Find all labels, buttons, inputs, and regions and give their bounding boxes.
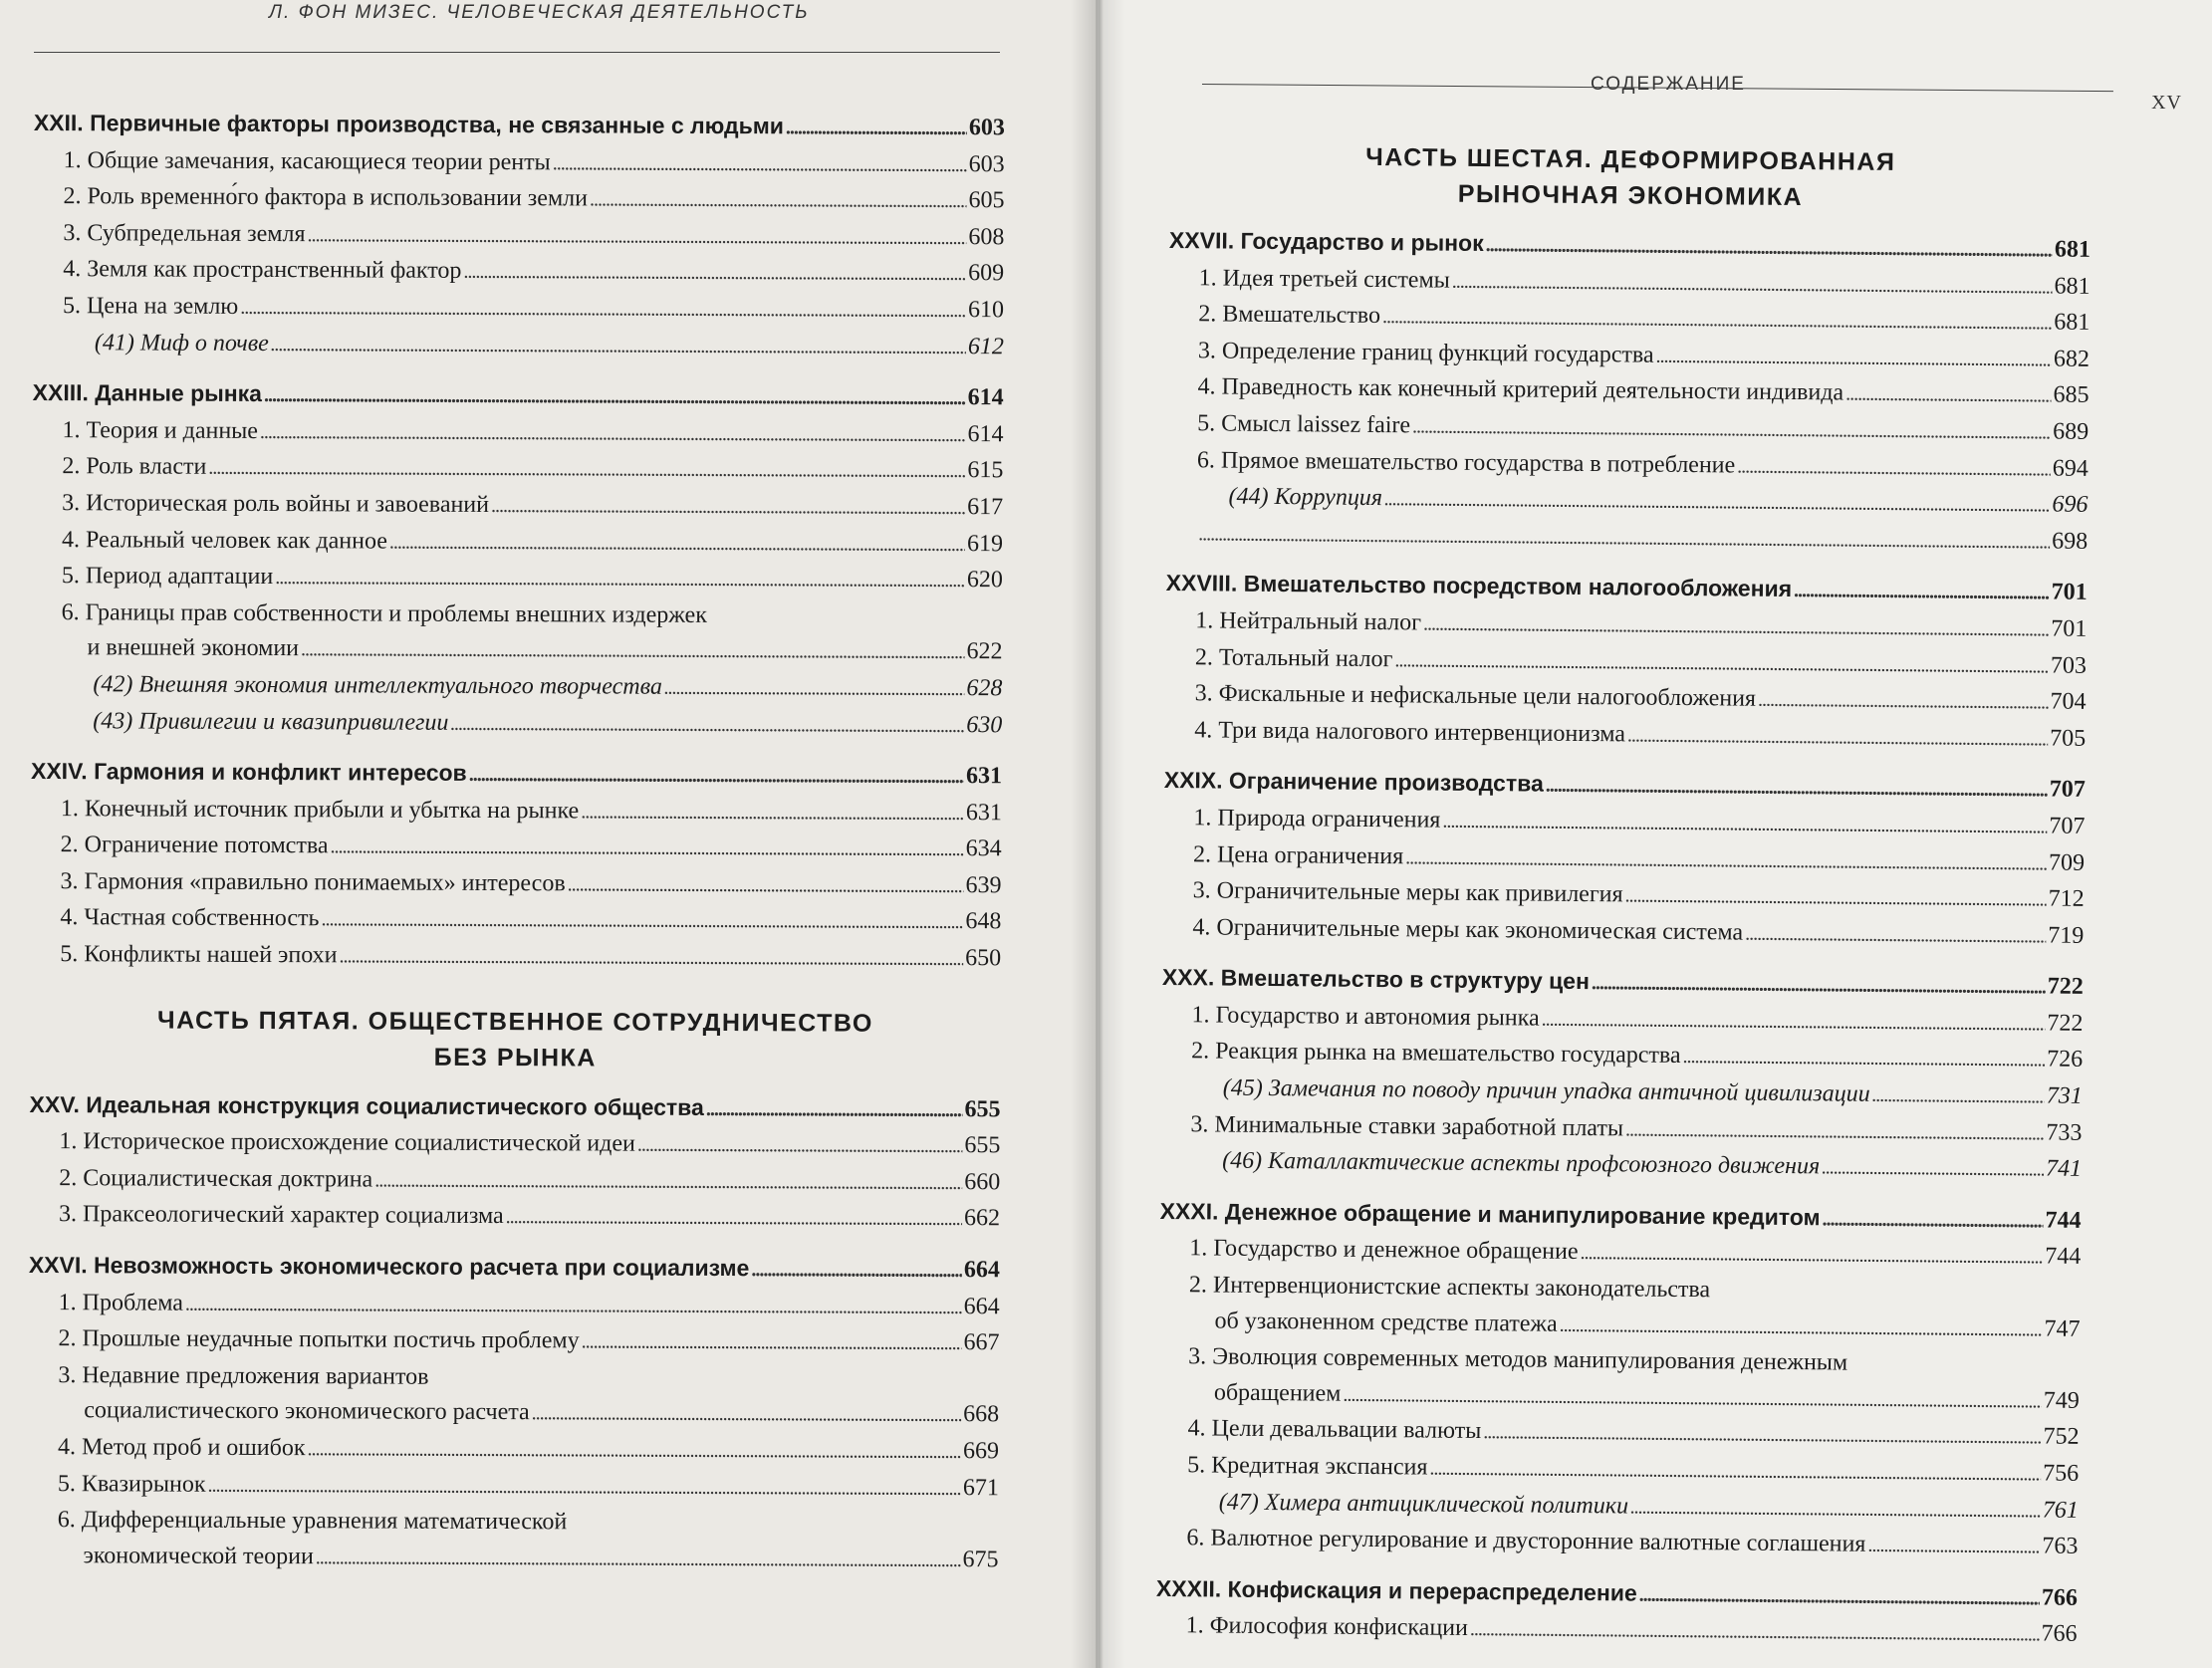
- toc-entry-title: обращением: [1213, 1379, 1342, 1407]
- dot-leader: [1624, 878, 2046, 919]
- page-number: 761: [2042, 1497, 2079, 1524]
- toc-entry-title: 5. Период адаптации: [61, 563, 274, 591]
- toc-entry-title: (46) Каталлактические аспекты профсоюзного движения: [1222, 1147, 1821, 1180]
- page-number: 741: [2045, 1155, 2083, 1183]
- page-number: 664: [963, 1257, 1000, 1284]
- toc-entry-title: XXXII. Конфискация и перераспределение: [1155, 1574, 1637, 1606]
- toc-excursus[interactable]: [31, 667, 1002, 708]
- toc-entry[interactable]: [32, 449, 1003, 490]
- toc-entry-line[interactable]: 6. Границы прав собственности и проблемы внешних издержек: [61, 598, 707, 628]
- toc-entry-title: 2. Прошлые неудачные попытки постичь проблему: [58, 1325, 580, 1354]
- page-number: 694: [2052, 455, 2089, 482]
- page-number: 660: [964, 1168, 1001, 1196]
- toc-column-right: [1155, 137, 2090, 1654]
- page-number: 631: [965, 763, 1003, 790]
- dot-leader: [1737, 448, 2051, 488]
- page-number: 664: [963, 1293, 1000, 1319]
- dot-leader: [264, 377, 966, 417]
- page-number: 671: [962, 1474, 999, 1501]
- toc-entry-title: 1. Общие замечания, касающиеся теории ренты: [63, 146, 551, 175]
- dot-leader: [532, 1396, 962, 1434]
- toc-entry-title: (44) Коррупция: [1228, 483, 1383, 512]
- page-number: 733: [2046, 1119, 2083, 1146]
- page-number: 703: [2050, 652, 2088, 679]
- dot-leader: [1560, 1307, 2043, 1347]
- dot-leader: [389, 524, 965, 563]
- toc-entry-title: 1. Природа ограничения: [1193, 805, 1441, 834]
- toc-entry-title: 4. Метод проб и ошибок: [58, 1434, 306, 1462]
- toc-entry-title: (45) Замечания по поводу причин упадка античной цивилизации: [1222, 1074, 1870, 1107]
- page-number: 605: [968, 187, 1005, 214]
- toc-entry-title: (42) Внешняя экономия интеллектуального творчества: [93, 671, 662, 700]
- toc-entry-line[interactable]: 3. Недавние предложения вариантов: [58, 1361, 429, 1390]
- dot-leader: [1845, 376, 2052, 415]
- toc-entry-title: 1. Теория и данные: [62, 416, 259, 444]
- page-number: 698: [2052, 528, 2089, 555]
- dot-leader: [1546, 768, 2048, 809]
- dot-leader: [1592, 965, 2046, 1006]
- toc-entry-title: 1. Государство и автономия рынка: [1191, 1002, 1540, 1032]
- toc-entry[interactable]: [34, 143, 1005, 184]
- dot-leader: [1745, 915, 2047, 954]
- dot-leader: [1405, 839, 2047, 882]
- toc-entry[interactable]: [32, 486, 1003, 527]
- toc-entry-title: XXIX. Ограничение производства: [1163, 767, 1544, 797]
- page-number: 634: [965, 835, 1002, 862]
- toc-entry-title: 3. Праксеологический характер социализма: [59, 1201, 504, 1230]
- dot-leader: [491, 488, 965, 527]
- page-number: 749: [2043, 1387, 2080, 1414]
- toc-entry[interactable]: [29, 1161, 1000, 1202]
- page-number: 766: [2041, 1584, 2079, 1611]
- page-number: 631: [965, 799, 1002, 826]
- spacer: [30, 974, 1001, 1006]
- page-number: 615: [967, 457, 1004, 484]
- toc-entry-title: 3. Фискальные и нефискальные цели налогообложения: [1194, 680, 1757, 712]
- page-number: 619: [966, 530, 1004, 557]
- dot-leader: [1822, 1150, 2044, 1189]
- dot-leader: [1794, 573, 2050, 611]
- dot-leader: [1470, 1611, 2040, 1653]
- toc-entry-title: 1. Историческое происхождение социалистической идеи: [59, 1128, 635, 1157]
- dot-leader: [260, 414, 966, 454]
- page-number: 655: [964, 1132, 1001, 1159]
- toc-entry-title: 4. Земля как пространственный фактор: [63, 256, 462, 285]
- dot-leader: [553, 145, 967, 183]
- page-number: 744: [2045, 1207, 2082, 1234]
- toc-entry-title: XXVII. Государство и рынок: [1168, 226, 1484, 257]
- page-number: 603: [968, 115, 1005, 141]
- toc-entry[interactable]: [33, 252, 1004, 293]
- page-number: 681: [2054, 309, 2090, 337]
- dot-leader: [450, 705, 964, 744]
- toc-entry[interactable]: [33, 216, 1004, 257]
- toc-entry-title: 5. Кредитная экспансия: [1187, 1452, 1428, 1481]
- toc-entry[interactable]: [29, 1124, 1000, 1165]
- dot-leader: [208, 450, 965, 490]
- part-title-line: РЫНОЧНАЯ ЭКОНОМИКА: [1457, 179, 1804, 212]
- toc-entry[interactable]: [31, 828, 1002, 868]
- dot-leader: [1822, 1201, 2043, 1240]
- page-number: 731: [2046, 1082, 2083, 1109]
- toc-entry[interactable]: [31, 792, 1002, 833]
- toc-entry-title: 4. Частная собственность: [60, 904, 320, 932]
- toc-entry-title: XXIII. Данные рынка: [32, 379, 263, 407]
- page-number: 608: [968, 223, 1005, 251]
- part-title-line: ЧАСТЬ ШЕСТАЯ. ДЕФОРМИРОВАННАЯ: [1365, 142, 1896, 176]
- toc-entry-title: 3. Ограничительные меры как привилегия: [1192, 877, 1623, 908]
- page-number: 655: [964, 1095, 1001, 1122]
- page-number: 668: [963, 1401, 1000, 1428]
- page-number: 639: [965, 871, 1002, 899]
- dot-leader: [207, 1467, 961, 1507]
- toc-chapter[interactable]: [29, 1087, 1000, 1129]
- toc-entry-title: (41) Миф о почве: [94, 329, 269, 357]
- toc-entry[interactable]: [1164, 713, 2086, 758]
- page-number: 752: [2043, 1423, 2080, 1451]
- dot-leader: [1198, 516, 2050, 561]
- toc-entry-line[interactable]: 6. Дифференциальные уравнения математической: [57, 1507, 568, 1536]
- dot-leader: [581, 794, 964, 832]
- toc-entry[interactable]: [30, 900, 1001, 941]
- page-number: 628: [966, 674, 1003, 702]
- dot-leader: [1541, 1001, 2045, 1042]
- toc-entry-title: XXII. Первичные факторы производства, не связанные с людьми: [33, 109, 784, 139]
- page-number: 712: [2048, 885, 2085, 912]
- toc-entry[interactable]: [32, 413, 1003, 454]
- dot-leader: [1384, 481, 2051, 524]
- part-title: [1169, 137, 2091, 218]
- dot-leader: [1423, 605, 2050, 648]
- dot-leader: [301, 631, 965, 671]
- toc-entry-title: и внешней экономии: [87, 634, 300, 662]
- dot-leader: [1682, 1039, 2045, 1078]
- toc-entry[interactable]: [1162, 910, 2084, 955]
- header-rule: [34, 52, 1000, 53]
- page-number: 681: [2054, 236, 2091, 263]
- toc-entry-title: экономической теории: [83, 1543, 314, 1570]
- dot-leader: [1639, 1576, 2041, 1616]
- toc-entry-title: 6. Прямое вмешательство государства в потребление: [1196, 446, 1736, 479]
- dot-leader: [1412, 408, 2051, 451]
- toc-entry-title: XXX. Вмешательство в структуру цен: [1161, 964, 1591, 995]
- page-number: 707: [2049, 813, 2086, 839]
- toc-entry-line[interactable]: 2. Интервенционистские аспекты законодательства: [1188, 1272, 1711, 1304]
- dot-leader: [1429, 1451, 2041, 1493]
- page-number: 630: [966, 711, 1003, 738]
- toc-chapter[interactable]: [29, 1248, 1000, 1290]
- page-number: 617: [967, 494, 1004, 521]
- page-number: 705: [2050, 725, 2087, 752]
- toc-entry-title: XXVIII. Вмешательство посредством налогообложения: [1165, 570, 1793, 602]
- page-number: 648: [965, 908, 1002, 935]
- page-number: 756: [2043, 1460, 2080, 1487]
- page-number: 701: [2051, 615, 2088, 642]
- page-number: 722: [2047, 1010, 2084, 1037]
- toc-entry-title: 4. Реальный человек как данное: [61, 526, 387, 555]
- toc-entry-title: 2. Ограничение потомства: [60, 832, 329, 859]
- page-number: 609: [968, 260, 1005, 287]
- toc-entry[interactable]: [1156, 1521, 2078, 1565]
- page-number: 696: [2052, 491, 2089, 519]
- dot-leader: [1483, 1414, 2042, 1456]
- toc-entry-title: XXXI. Денежное обращение и манипулирование кредитом: [1159, 1197, 1821, 1231]
- toc-entry[interactable]: [31, 630, 1002, 671]
- toc-entry-title: об узаконенном средстве платежа: [1214, 1308, 1558, 1337]
- toc-entry-title: 3. Гармония «правильно понимаемых» интересов: [60, 867, 566, 897]
- toc-chapter[interactable]: [33, 375, 1004, 417]
- page-number: 763: [2042, 1533, 2079, 1560]
- dot-leader: [1394, 642, 2049, 685]
- toc-entry-title: 2. Реакция рынка на вмешательство государства: [1191, 1038, 1681, 1070]
- dot-leader: [307, 1431, 961, 1470]
- page-number: 701: [2051, 579, 2088, 606]
- dot-leader: [316, 1540, 961, 1578]
- toc-entry-title: 2. Социалистическая доктрина: [59, 1164, 373, 1193]
- toc-excursus[interactable]: [31, 703, 1002, 744]
- dot-leader: [374, 1162, 962, 1201]
- page-number: 744: [2045, 1243, 2082, 1271]
- dot-leader: [1485, 227, 2053, 269]
- toc-entry-title: 2. Тотальный налог: [1194, 643, 1393, 672]
- dot-leader: [590, 182, 967, 220]
- toc-entry-title: социалистического экономического расчета: [84, 1397, 530, 1426]
- toc-entry[interactable]: [28, 1539, 999, 1579]
- page-number: 681: [2054, 273, 2090, 300]
- toc-entry[interactable]: [28, 1467, 999, 1508]
- page-folio: XV: [2151, 92, 2182, 114]
- page-number: 766: [2041, 1620, 2078, 1648]
- toc-entry-title: 5. Цена на землю: [63, 293, 239, 320]
- toc-entry-title: 3. Определение границ функций государства: [1197, 338, 1654, 368]
- page-number: 650: [965, 945, 1002, 972]
- page-number: 719: [2048, 922, 2085, 949]
- dot-leader: [1867, 1528, 2040, 1565]
- dot-leader: [330, 830, 963, 868]
- toc-entry[interactable]: [32, 559, 1003, 599]
- dot-leader: [706, 1091, 963, 1129]
- dot-leader: [463, 254, 966, 293]
- toc-entry-title: 4. Цели девальвации валюты: [1187, 1415, 1482, 1445]
- dot-leader: [271, 327, 966, 366]
- dot-leader: [339, 938, 963, 977]
- toc-entry-title: 2. Вмешательство: [1198, 301, 1381, 330]
- toc-entry-title: 4. Три вида налогового интервенционизма: [1194, 716, 1626, 748]
- dot-leader: [1872, 1077, 2045, 1115]
- book-gutter: [1071, 0, 1125, 1668]
- page-number: 685: [2053, 381, 2089, 409]
- part-title: [30, 1002, 1001, 1077]
- toc-entry[interactable]: [28, 1430, 999, 1471]
- page-number: 614: [967, 420, 1004, 448]
- toc-chapter[interactable]: [34, 106, 1005, 147]
- page-number: 614: [967, 384, 1004, 411]
- dot-leader: [786, 110, 967, 146]
- toc-excursus[interactable]: [1160, 1143, 2082, 1188]
- toc-entry-title: 2. Роль временно́го фактора в использовании земли: [63, 183, 589, 212]
- toc-entry-title: 1. Идея третьей системы: [1198, 264, 1450, 294]
- toc-entry-title: 6. Валютное регулирование и двусторонние валютные соглашения: [1186, 1525, 1866, 1557]
- toc-entry-title: 4. Ограничительные меры как экономическая система: [1192, 913, 1744, 946]
- dot-leader: [1630, 1489, 2041, 1530]
- page-number: 620: [966, 567, 1003, 594]
- toc-entry[interactable]: [32, 523, 1003, 564]
- dot-leader: [637, 1127, 963, 1165]
- dot-leader: [1580, 1235, 2043, 1276]
- page-number: 707: [2049, 776, 2086, 804]
- part-title-line: БЕЗ РЫНКА: [433, 1043, 597, 1072]
- toc-entry-title: XXVI. Невозможность экономического расчета при социализме: [28, 1252, 750, 1282]
- dot-leader: [469, 757, 964, 796]
- dot-leader: [321, 902, 963, 941]
- toc-chapter[interactable]: [31, 754, 1002, 796]
- toc-entry[interactable]: [30, 937, 1001, 978]
- toc-entry-title: 3. Минимальные ставки заработной платы: [1190, 1110, 1624, 1142]
- toc-entry[interactable]: [1166, 516, 2088, 561]
- toc-entry-title: XXV. Идеальная конструкция социалистического общества: [29, 1090, 704, 1120]
- toc-entry[interactable]: [29, 1197, 1000, 1238]
- toc-entry-title: 1. Проблема: [58, 1289, 184, 1316]
- dot-leader: [1452, 263, 2053, 305]
- toc-entry-title: 5. Квазирынок: [57, 1470, 206, 1498]
- toc-entry[interactable]: [33, 289, 1004, 330]
- dot-leader: [568, 866, 964, 904]
- toc-entry-title: 1. Философия конфискации: [1185, 1612, 1469, 1642]
- toc-entry[interactable]: [29, 1286, 1000, 1326]
- page-number: 669: [962, 1438, 1000, 1465]
- dot-leader: [1758, 682, 2049, 721]
- toc-entry-title: 1. Государство и денежное обращение: [1189, 1235, 1579, 1266]
- toc-entry-title: 5. Конфликты нашей эпохи: [60, 941, 338, 969]
- dot-leader: [1442, 804, 2047, 845]
- page-number: 675: [962, 1546, 999, 1573]
- toc-entry-title: XXIV. Гармония и конфликт интересов: [30, 758, 467, 786]
- dot-leader: [1655, 338, 2052, 377]
- toc-entry-title: 3. Историческая роль войны и завоеваний: [62, 490, 490, 518]
- page-number: 662: [964, 1205, 1001, 1232]
- dot-leader: [307, 217, 966, 256]
- toc-entry-title: 1. Конечный источник прибыли и убытка на рынке: [60, 795, 580, 825]
- running-head: Л. ФОН МИЗЕС. ЧЕЛОВЕЧЕСКАЯ ДЕЯТЕЛЬНОСТЬ: [269, 2, 810, 23]
- page-number: 704: [2050, 688, 2087, 715]
- dot-leader: [582, 1324, 962, 1362]
- dot-leader: [1627, 717, 2049, 758]
- toc-entry-title: (43) Привилегии и квазипривилегии: [93, 707, 449, 736]
- toc-column-left: [28, 92, 1005, 1579]
- dot-leader: [1625, 1111, 2045, 1152]
- toc-entry-title: 3. Субпредельная земля: [63, 219, 306, 247]
- page-number: 682: [2053, 346, 2090, 372]
- toc-entry[interactable]: [28, 1321, 999, 1362]
- dot-leader: [751, 1252, 962, 1290]
- toc-entry-title: 2. Роль власти: [62, 453, 207, 481]
- page-number: 709: [2048, 849, 2086, 876]
- dot-leader: [664, 670, 965, 708]
- page-number: 612: [967, 333, 1004, 359]
- dot-leader: [275, 560, 965, 599]
- dot-leader: [240, 290, 966, 330]
- dot-leader: [185, 1286, 962, 1325]
- page-number: 622: [966, 638, 1003, 665]
- page-number: 747: [2044, 1315, 2081, 1342]
- page-number: 722: [2047, 973, 2084, 1001]
- toc-entry-title: (47) Химера антициклической политики: [1218, 1489, 1629, 1520]
- toc-entry-title: 1. Нейтральный налог: [1195, 607, 1422, 636]
- page-number: 667: [963, 1329, 1000, 1356]
- dot-leader: [506, 1200, 963, 1239]
- page-number: 689: [2053, 418, 2089, 445]
- toc-entry-title: 2. Цена ограничения: [1192, 840, 1404, 869]
- running-head: СОДЕРЖАНИЕ: [1591, 74, 1746, 95]
- toc-entry[interactable]: [28, 1393, 999, 1434]
- part-title-line: ЧАСТЬ ПЯТАЯ. ОБЩЕСТВЕННОЕ СОТРУДНИЧЕСТВО: [156, 1006, 873, 1038]
- page-number: 610: [967, 297, 1005, 324]
- page-number: 603: [968, 150, 1005, 177]
- toc-entry-title: 4. Праведность как конечный критерий деятельности индивида: [1197, 373, 1844, 406]
- toc-entry[interactable]: [33, 179, 1004, 220]
- toc-entry-title: 5. Смысл laissez faire: [1197, 410, 1411, 439]
- toc-entry-line[interactable]: 3. Эволюция современных методов манипулирования денежным: [1188, 1343, 1848, 1376]
- toc-excursus[interactable]: [33, 326, 1004, 366]
- page-number: 726: [2047, 1046, 2084, 1073]
- toc-entry[interactable]: [30, 864, 1001, 905]
